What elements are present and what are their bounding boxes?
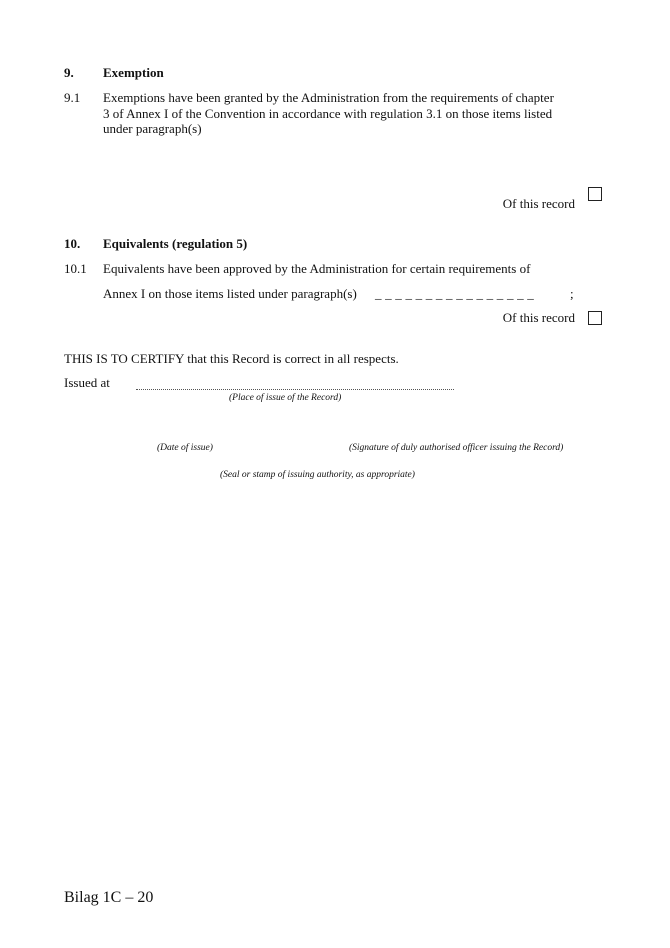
item-10-1-line-1: Equivalents have been approved by the Administration for certain requirements of — [103, 261, 531, 276]
section-10-title: Equivalents (regulation 5) — [103, 236, 248, 251]
signature-caption: (Signature of duly authorised officer issuing the Record) — [349, 443, 564, 453]
certify-statement: THIS IS TO CERTIFY that this Record is correct in all respects. — [64, 351, 399, 366]
of-this-record-checkbox-9[interactable] — [588, 187, 602, 201]
item-9-1-line-3: under paragraph(s) — [103, 121, 202, 136]
section-9-number: 9. — [64, 65, 74, 80]
page-footer: Bilag 1C – 20 — [64, 889, 154, 906]
item-10-1-line-2: Annex I on those items listed under paragraph(s) — [103, 286, 357, 301]
seal-caption: (Seal or stamp of issuing authority, as appropriate) — [220, 470, 415, 480]
date-caption: (Date of issue) — [157, 443, 213, 453]
item-10-1-number: 10.1 — [64, 261, 87, 276]
of-this-record-label-10: Of this record — [502, 310, 575, 325]
section-9-title: Exemption — [103, 65, 164, 80]
of-this-record-checkbox-10[interactable] — [588, 311, 602, 325]
section-10-number: 10. — [64, 236, 81, 251]
item-9-1-line-1: Exemptions have been granted by the Administration from the requirements of chapter — [103, 90, 554, 105]
of-this-record-label-9: Of this record — [502, 196, 575, 211]
item-9-1-number: 9.1 — [64, 90, 81, 105]
blank-end-semicolon: ; — [570, 286, 574, 301]
paragraph-blank-field[interactable]: _ _ _ _ _ _ _ _ _ _ _ _ _ _ _ _ — [375, 286, 534, 301]
issued-at-label: Issued at — [64, 375, 110, 390]
issued-at-field[interactable] — [136, 389, 454, 390]
place-caption: (Place of issue of the Record) — [229, 393, 342, 403]
item-9-1-line-2: 3 of Annex I of the Convention in accordance with regulation 3.1 on those items listed — [103, 105, 553, 121]
